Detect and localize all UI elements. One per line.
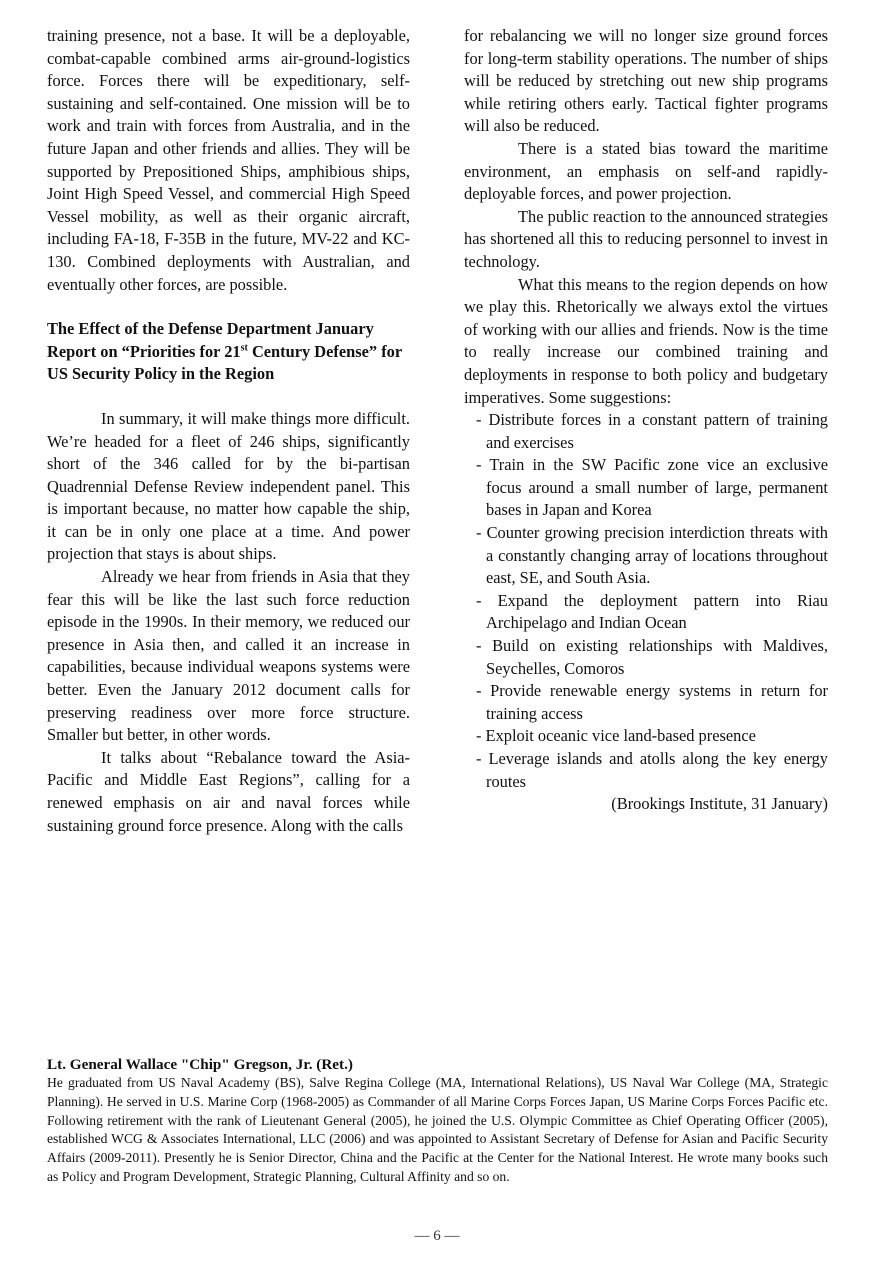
list-item: - Train in the SW Pacific zone vice an exclusive focus around a small number of large, permanent bases in Japan and Korea: [476, 455, 828, 520]
section-heading: The Effect of the Defense Department January Report on “Priorities for 21st Century Defense” for US Security Policy in the Region: [47, 319, 402, 384]
list-item: - Expand the deployment pattern into Riau Archipelago and Indian Ocean: [476, 590, 828, 633]
right-column: [464, 25, 828, 816]
paragraph-public-reaction: The public reaction to the announced strategies has shortened all this to reducing personnel to invest in technology.: [464, 206, 828, 271]
paragraph-region-means: What this means to the region depends on how we play this. Rhetorically we always extol the virtues of working with our allies and friends. Now is the time to really increase our combined training and deployments in response to both policy and budgetary imperatives. Some suggestions:: [464, 274, 828, 407]
source-citation: (Brookings Institute, 31 January): [611, 794, 828, 814]
list-item: - Provide renewable energy systems in return for training access: [476, 681, 828, 723]
paragraph-continued: training presence, not a base. It will be a deployable, combat-capable combined arms air-ground-logistics force. Forces there will be expeditionary, self-sustaining and self-contained. One mission will be to work and train with forces from Australia, and in the future Japan and other friends and allies. They will be supported by Prepositioned Ships, amphibious ships, Joint High Speed Vessel, and commercial High Speed Vessel mobility, as well as their organic aircraft, including FA-18, F-35B in the future, MV-22 and KC-130. Combined deployments with Australian, and eventually other forces, are possible.: [47, 26, 410, 294]
paragraph-asia: Already we hear from friends in Asia that they fear this will be like the last such force reduction episode in the 1990s. In their memory, we reduced our presence in Asia then, and called it an increase in capabilities, because individual weapons systems were better. Even the January 2012 document calls for preserving readiness over more force structure. Smaller but better, in other words.: [47, 567, 410, 745]
paragraph-rebalance: It talks about “Rebalance toward the Asia-Pacific and Middle East Regions”, calling for a renewed emphasis on air and naval forces while sustaining ground force presence. Along with the calls: [47, 747, 410, 835]
page-number: — 6 —: [414, 1228, 460, 1244]
list-item: - Distribute forces in a constant pattern of training and exercises: [476, 410, 828, 452]
author-bio: [47, 1055, 828, 1187]
author-name: Lt. General Wallace "Chip" Gregson, Jr. (Ret.): [47, 1056, 353, 1073]
paragraph-continued-right: for rebalancing we will no longer size ground forces for long-term stability operations. The number of ships will be reduced by stretching out new ship programs while retiring others early. Tactical fighter programs will also be reduced.: [464, 26, 828, 136]
left-column: [47, 25, 410, 837]
list-item: - Counter growing precision interdiction threats with a constantly changing array of locations throughout east, SE, and South Asia.: [476, 523, 828, 588]
paragraph-bias: There is a stated bias toward the maritime environment, an emphasis on self-and rapidly-deployable forces, and power projection.: [464, 138, 828, 204]
list-item: - Build on existing relationships with Maldives, Seychelles, Comoros: [476, 636, 828, 678]
suggestion-list: [464, 409, 828, 793]
list-item: - Leverage islands and atolls along the key energy routes: [476, 749, 828, 791]
author-bio-text: He graduated from US Naval Academy (BS), Salve Regina College (MA, International Relations), US Naval War College (MA, Strategic Planning). He served in U.S. Marine Corp (1968-2005) as Commander of all Marine Corps Forces Japan, US Marine Corps Forces Pacific etc. Following retirement with the rank of Lieutenant General (2005), he joined the U.S. Olympic Committee as Chief Operating Officer (2005), established WCG & Associates International, LLC (2006) and was appointed to Assistant Secretary of Defense for Asian and Pacific Security Affairs (2009-2011). Presently he is Senior Director, China and the Pacific at the Center for the National Interest. He wrote many books such as Policy and Program Development, Strategic Planning, Cultural Affinity and so on.: [47, 1075, 828, 1184]
list-item: - Exploit oceanic vice land-based presence: [476, 726, 756, 746]
paragraph-summary: In summary, it will make things more difficult. We’re headed for a fleet of 246 ships, significantly short of the 346 called for by the bi-partisan Quadrennial Defense Review independent panel. This is important because, no matter how capable the ship, it can be in only one place at a time. And power projection that stays is about ships.: [47, 408, 410, 564]
